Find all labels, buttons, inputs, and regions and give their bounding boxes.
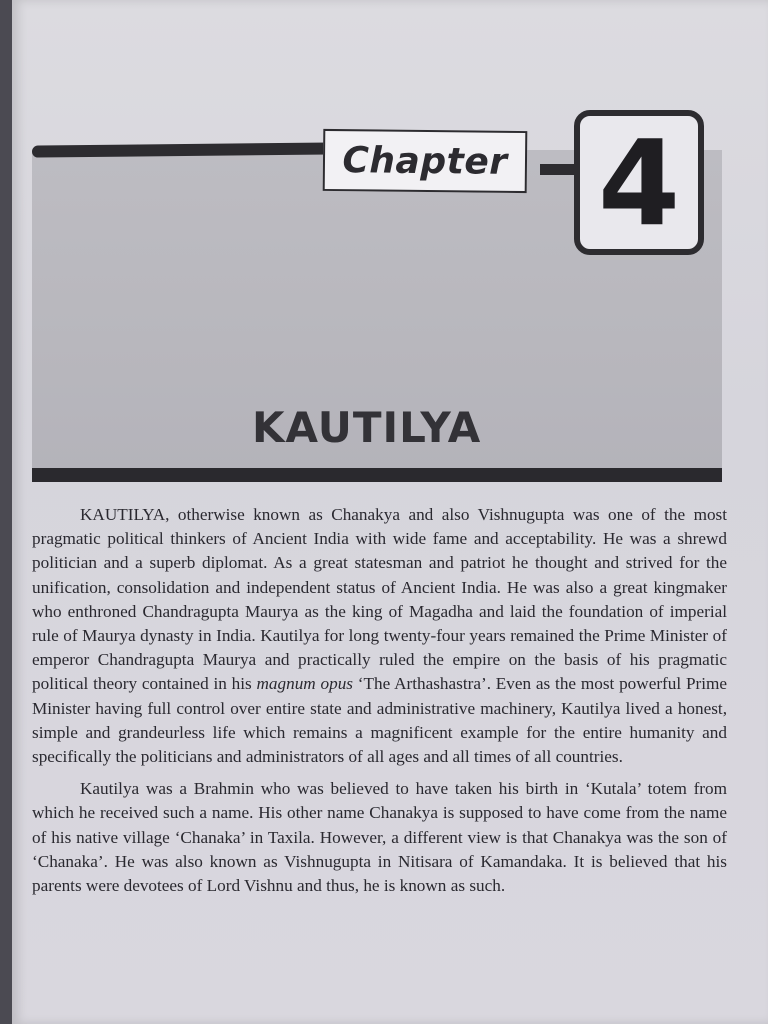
paragraph-2: Kautilya was a Brahmin who was believed to have taken his birth in ‘Kutala’ totem from which he received such a name. His other name Chanakya is supposed to have come from the name of his native village ‘Chanaka’ in Taxila. However, a different view is that Chanakya was the son of ‘Chanaka’. He was also known as Vishnugupta in Nitisara of Kamandaka. It is believed that his parents were devotees of Lord Vishnu and thus, he is known as such. bbox=[32, 779, 727, 896]
paragraph-1-text-end: ‘The Arthashastra’. Even as the most powerful Prime Minister having full control over entire state and administrative machinery, Kautilya lived a honest, simple and grandeurless life which remains a magnificent example for the entire humanity and specifically the politicians and administrators of all ages and all times of all countries. bbox=[32, 674, 727, 767]
paragraph-1-text-start: KAUTILYA, otherwise known as Chanakya and also Vishnugupta was one of the most pragmatic political thinkers of Ancient India with wide fame and acceptability. He was a shrewd politician and a superb diplomat. As a great statesman and patriot he thought and strived for the unification, consolidation and independent status of Ancient India. He was also a great kingmaker who enthroned Chandragupta Maurya as the king of Magadha and laid the foundation of imperial rule of Maurya dynasty in India. Kautilya for long twenty-four years remained the Prime Minister of emperor Chandragupta Maurya and practically ruled the empire on the basis of his pragmatic political theory contained in his bbox=[32, 505, 727, 694]
chapter-number-box bbox=[574, 110, 704, 255]
chapter-number: 4 bbox=[597, 113, 681, 252]
chapter-label: Chapter bbox=[342, 139, 508, 183]
header-bottom-rule bbox=[32, 468, 722, 482]
paragraph-1 bbox=[32, 503, 727, 769]
paragraph-1-italic-term: magnum opus bbox=[256, 674, 353, 694]
chapter-label-box bbox=[323, 129, 528, 193]
chapter-body bbox=[32, 503, 727, 906]
chapter-title: KAUTILYA bbox=[252, 403, 482, 452]
